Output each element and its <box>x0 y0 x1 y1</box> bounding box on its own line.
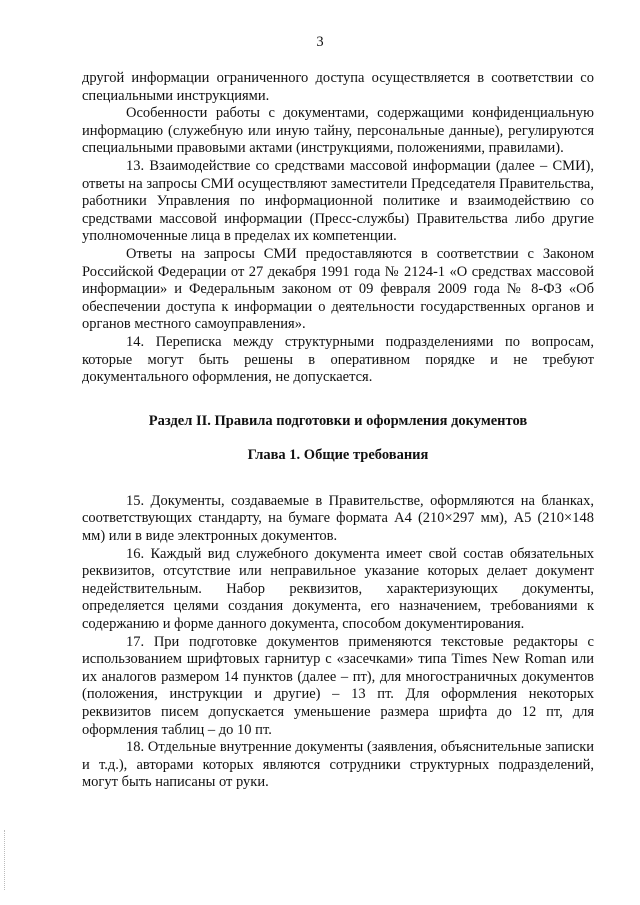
page-number: 3 <box>316 34 324 50</box>
paragraph-14: 14. Переписка между структурными подразделениями по вопросам, которые могут быть решены в оперативном порядке и не требуют документального оформления, не допускается. <box>82 333 594 386</box>
paragraph-continuation: другой информации ограниченного доступа осуществляется в соответствии со специальными инструкциями. <box>82 70 594 104</box>
section-heading: Раздел II. Правила подготовки и оформления документов <box>148 412 528 429</box>
paragraph-13: 13. Взаимодействие со средствами массовой информации (далее – СМИ), ответы на запросы СМИ осуществляют заместители Председателя Правительства, работники Управления по информационной политике и взаимодействию со средствами массовой информации (Пресс-службы) Правительства либо другие уполномоченные лица в пределах их компетенции. <box>82 157 594 245</box>
paragraph-17: 17. При подготовке документов применяются текстовые редакторы с использованием шрифтовых гарнитур с «засечками» типа Times New Roman или их аналогов размером 14 пунктов (далее – пт), для многостраничных документов (положения, инструкции и другие) – 13 пт. Для оформления некоторых реквизитов писем допускается уменьшение размера шрифта до 12 пт, для оформления таблиц – до 10 пт. <box>82 633 594 738</box>
paragraph-confidential: Особенности работы с документами, содержащими конфиденциальную информацию (служебную или иную тайну, персональные данные), регулируются специальными правовыми актами (инструкциями, положениями, правилами). <box>82 105 594 157</box>
paragraph-media-law: Ответы на запросы СМИ предоставляются в соответствии с Законом Российской Федерации от 27 декабря 1991 года № 2124-1 «О средствах массовой информации» и Федеральным законом от 09 февраля 2009 года № 8-ФЗ «Об обеспечении доступа к информации о деятельности государственных органов и органов местного самоуправления». <box>82 245 594 333</box>
scan-margin-mark <box>4 830 6 890</box>
paragraph-16: 16. Каждый вид служебного документа имеет свой состав обязательных реквизитов, отсутствие или неправильное указание которых делает документ недействительным. Набор реквизитов, характеризующих документы, определяется целями создания документа, его назначением, требованиями к содержанию и форме данного документа, способом документирования. <box>82 545 594 633</box>
document-body <box>82 70 594 792</box>
paragraph-15: 15. Документы, создаваемые в Правительстве, оформляются на бланках, соответствующих стандарту, на бумаге формата А4 (210×297 мм), А5 (210×148 мм) или в виде электронных документов. <box>82 492 594 545</box>
paragraph-18: 18. Отдельные внутренние документы (заявления, объяснительные записки и т.д.), авторами которых являются сотрудники структурных подразделений, могут быть написаны от руки. <box>82 739 594 791</box>
chapter-heading: Глава 1. Общие требования <box>247 447 429 464</box>
